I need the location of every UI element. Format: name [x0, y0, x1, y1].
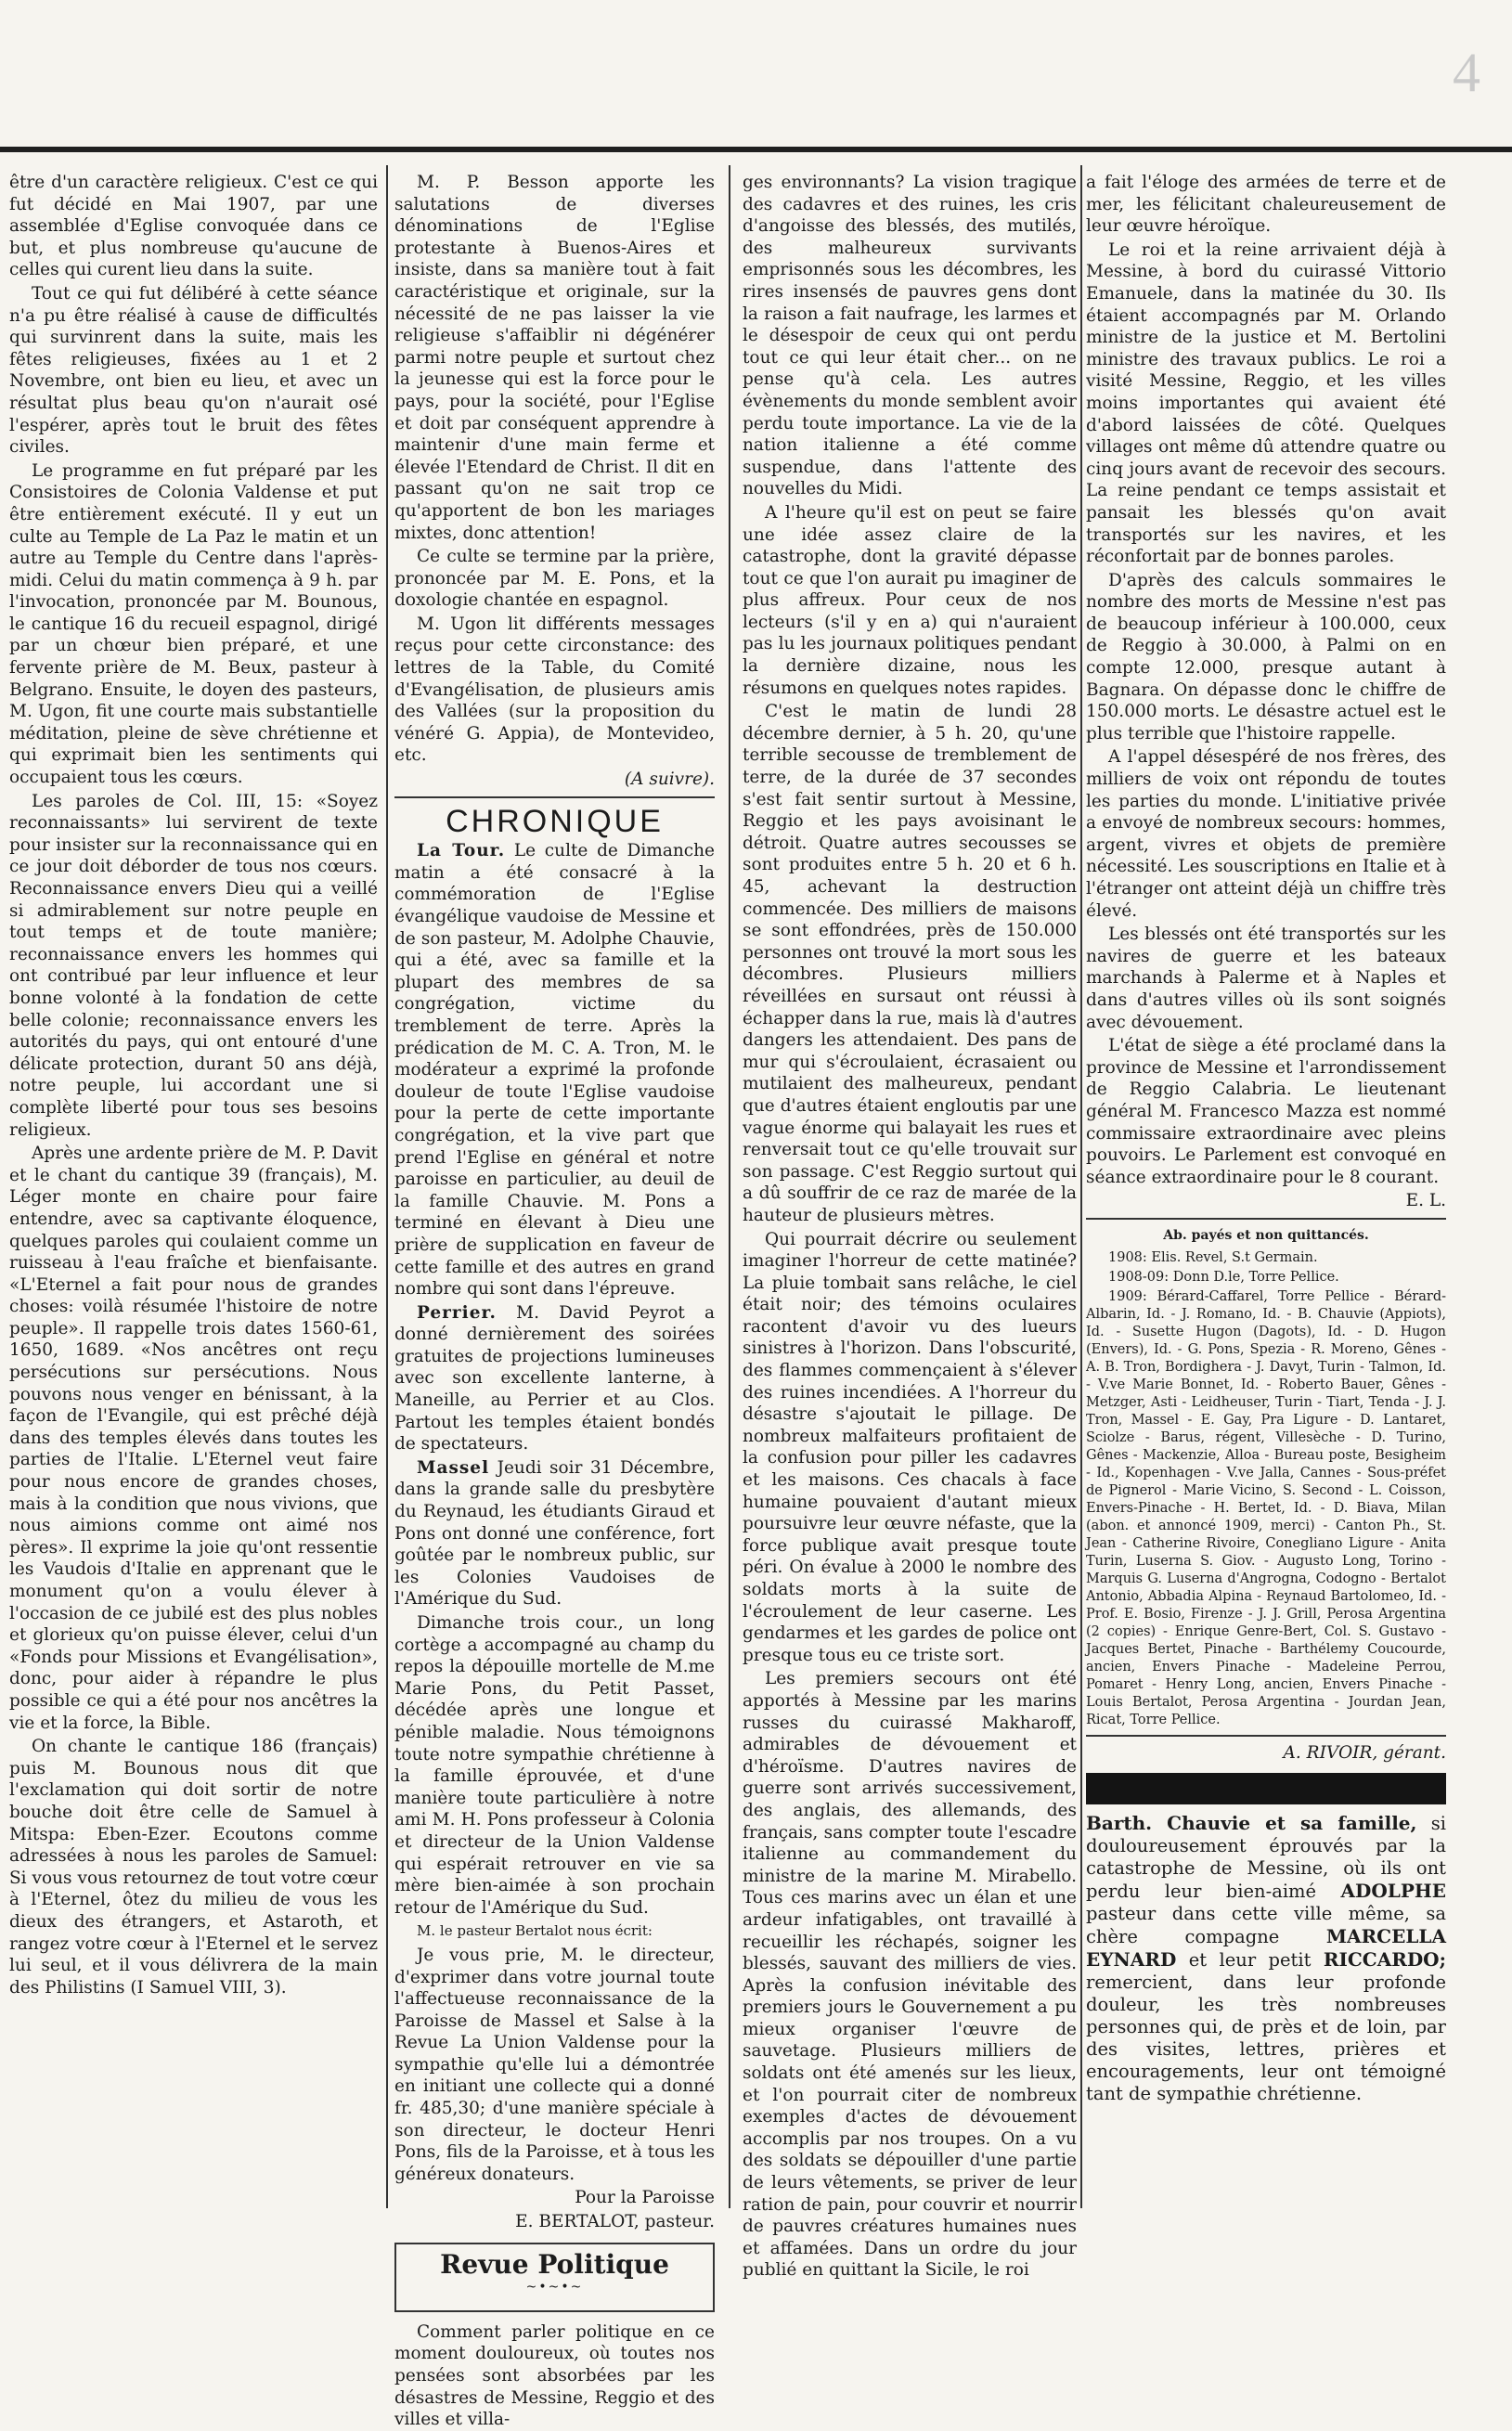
paragraph: L'état de siège a été proclamé dans la province de Messine et l'arrondissement de Reggio Calabria. Le lieutenant général M. Francesco Mazza est nommé commissaire extraordinaire avec pleins pouvoirs. Le Parlement est convoqué en séance extraordinaire pour le 8 courant.	[1086, 1036, 1446, 1187]
column-divider	[729, 165, 730, 2208]
paragraph: D'après des calculs sommaires le nombre des morts de Messine n'est pas de beaucoup inférieur à 100.000, ceux de Reggio à 30.000, à Palmi on en compte 12.000, presque autant à Bagnara. On dépasse donc le chiffre de 150.000 morts. Le désastre actuel est le plus terrible que l'histoire rappelle.	[1086, 570, 1446, 744]
paragraph: M. Ugon lit différents messages reçus pour cette circonstance: des lettres de la Table, du Comité d'Evangélisation, de plusieurs amis des Vallées (sur la proposition du vénéré G. Appia), de Montevideo, etc.	[394, 614, 715, 766]
signature: E. BERTALOT, pasteur.	[515, 2212, 715, 2232]
column-4	[1086, 172, 1446, 2186]
paragraph: Les premiers secours ont été apportés à Messine par les marins russes du cuirassé Makharoff, admirables de dévouement et d'héroïsme. D'autres navires de guerre sont arrivés successivement, des anglais, des allemands, des français, sans compter toute l'escadre italienne au commandement du ministre de la marine M. Mirabello. Tous ces marins avec un élan et une ardeur infatigables, ont travaillé à recueillir les réchapés, soigner les blessés, sauvant des milliers de vies. Après la confusion inévitable des premiers jours le Gouvernement a pu mieux organiser l'œuvre de sauvetage. Plusieurs milliers de soldats ont été amenés sur les lieux, et l'on pourrait citer de nombreux exemples d'actes de dévouement accomplis par nos troupes. On a vu des soldats se dépouiller d'une partie de leurs vêtements, se priver de leur ration de pain, pour couvrir et nourrir de pauvres créatures humaines nues et affamées. Dans un ordre du jour publié en quittant la Sicile, le roi	[743, 1669, 1077, 2281]
notice-adolphe: ADOLPHE	[1340, 1880, 1446, 1903]
column-3	[743, 172, 1077, 2281]
paragraph: On chante le cantique 186 (français) puis M. Bounous nous dit que l'exclamation qui doit sortir de notre bouche doit être celle de Samuel à Mitspa: Eben-Ezer. Ecoutons comme adressées à nous les paroles de Samuel: Si vous vous retournez de tout votre cœur à l'Eternel, ôtez du milieu de vous les dieux des étrangers, et Astaroth, et rangez votre cœur à l'Eternel et le servez lui seul, et il vous délivrera de la main des Philistins (I Samuel VIII, 3).	[9, 1737, 378, 1998]
column-1	[9, 172, 378, 2186]
paragraph: A l'appel désespéré de nos frères, des milliers de voix ont répondu de toutes les parties du monde. L'initiative privée a envoyé de nombreux secours: hommes, argent, vivres et objets de première nécessité. Les souscriptions en Italie et à l'étranger ont atteint déjà un chiffre très élevé.	[1086, 747, 1446, 921]
paragraph: Les blessés ont été transportés sur les navires de guerre et les bateaux marchands à Palerme et à Naples et dans d'autres villes où ils sont soignés avec dévouement.	[1086, 925, 1446, 1032]
paragraph: A l'heure qu'il est on peut se faire une idée assez claire de la catastrophe, dont la gravité dépasse tout ce que l'on aurait pu imaginer de plus affreux. Pour ceux de nos lecteurs (s'il y en a) qui n'auraient pas lu les journaux politiques pendant la dernière dizaine, nous les résumons en quelques notes rapides.	[743, 502, 1077, 698]
paragraph: Le roi et la reine arrivaient déjà à Messine, à bord du cuirassé Vittorio Emanuele, dans la matinée du 30. Ils étaient accompagnés par M. Orlando ministre de la justice et M. Bertolini ministre des travaux publics. Le roi a visité Messine, Reggio, et les villes moins importantes qui avaient été d'abord laissées de côté. Quelques villages ont même dû attendre quatre ou cinq jours avant de recevoir des secours. La reine pendant ce temps assistait et pansait les blessés qu'on avait transportés sur les navires, et les réconfortait par de bonnes paroles.	[1086, 239, 1446, 567]
signature: E. L.	[1405, 1191, 1446, 1211]
notice-name: Barth. Chauvie et sa famille,	[1086, 1812, 1417, 1835]
mourning-notice	[1086, 1812, 1446, 2105]
paragraph: Qui pourrait décrire ou seulement imaginer l'horreur de cette matinée? La pluie tombait sans relâche, le ciel était noir; des témoins oculaires racontent d'avoir vu des lueurs sinistres à l'horizon. Dans l'obscurité, des flammes commençaient à s'élever des ruines incendiées. A l'horreur du désastre s'ajoutait le pillage. De nombreux malfaiteurs profitaient de la confusion pour piller les cadavres et les maisons. Ces chacals à face humaine pouvaient d'autant mieux poursuivre leur œuvre néfaste, que la force publique avait presque toute péri. On évalue à 2000 le nombre des soldats morts à la suite de l'écroulement de leur caserne. Les gendarmes et les gardes de police ont presque tous eu ce triste sort.	[743, 1229, 1077, 1665]
chronique-heading: CHRONIQUE	[446, 803, 664, 839]
paragraph: M. P. Besson apporte les salutations de diverses dénominations de l'Eglise protestante à Buenos-Aires et insiste, dans sa manière tout à fait caractéristique et originale, sur la nécessité de ne pas laisser la vie religieuse s'affaiblir ni dégénérer parmi notre peuple et surtout chez la jeunesse qui est la force pour le pays, pour la société, pour l'Eglise et doit par conséquent apprendre à maintenir d'une main ferme et élevée l'Etendard de Christ. Il dit en passant qu'on ne sait trop ce qu'apportent de bon les mariages mixtes, donc attention!	[394, 173, 715, 543]
notice-text: remercient, dans leur profonde douleur, les très nombreuses personnes qui, de près et de loin, par des visites, lettres, prières et encouragements, leur ont témoigné tant de sympathie chrétienne.	[1086, 1972, 1446, 2105]
chronique-perrier	[394, 1302, 715, 1455]
subscription-line: 1909: Bérard-Caffarel, Torre Pellice - Bérard-Albarin, Id. - J. Romano, Id. - B. Chauvie (Appiots), Id. - Susette Hugon (Dagots), Id. - D. Hugon (Envers), Id. - G. Pons, Spezia - R. Moreno, Gênes - A. B. Tron, Bordighera - J. Davyt, Turin - Talmon, Id. - V.ve Marie Bonnet, Id. - Roberto Bauer, Gênes - Metzger, Asti - Leidheuser, Turin - Tiart, Tenda - J. J. Tron, Massel - E. Gay, Pra Ligure - D. Lantaret, Sciolze - Barus, régent, Villesèche - D. Turino, Gênes - Mackenzie, Alloa - Bureau poste, Besigheim - Id., Kopenhagen - V.ve Jalla, Cannes - Sous-préfet de Pignerol - Marie Vicino, S. Second - L. Coisson, Envers-Pinache - H. Bertet, Id. - D. Biava, Milan (abon. et annoncé 1909, merci) - Canton Ph., St. Jean - Catherine Rivoire, Conegliano Ligure - Anita Turin, Luserna S. Giov. - Augusto Long, Torino - Marquis G. Luserna d'Angrogna, Codogno - Bertalot Antonio, Abbadia Alpina - Reynaud Bartolomeo, Id. - Prof. E. Bosio, Firenze - J. J. Grill, Perosa Argentina (2 copies) - Enrique Genre-Bert, Col. S. Gustavo - Jacques Bertet, Pinache - Barthélemy Coucourde, ancien, Envers Pinache - Madeleine Perrou, Pomaret - Henry Long, ancien, Envers Pinache - Louis Bertalot, Perosa Argentina - Jourdan Jean, Ricat, Torre Pellice.	[1086, 1288, 1446, 1727]
paragraph: Le programme en fut préparé par les Consistoires de Colonia Valdense et put être entièrement exécuté. Il y eut un culte au Temple de La Paz le matin et un autre au Temple du Centre dans l'après-midi. Celui du matin commença à 9 h. par l'invocation, prononcée par M. Bounous, le cantique 16 du recueil espagnol, dirigé par un chœur bien préparé, et une fervente prière de M. Beux, pasteur à Belgrano. Ensuite, le doyen des pasteurs, M. Ugon, fit une courte mais substantielle méditation, pleine de sève chrétienne et qui exprimait bien les sentiments qui occupaient tous les cœurs.	[9, 460, 378, 788]
section-rule	[1086, 1218, 1446, 1220]
chronique-massel	[394, 1457, 715, 1610]
page-number: 4	[1453, 42, 1480, 103]
mourning-banner	[1086, 1773, 1446, 1804]
subscriptions-list	[1086, 1249, 1446, 1729]
signature-line: Pour la Paroisse	[575, 2188, 715, 2208]
paragraph: Le culte de Dimanche matin a été consacré à la commémoration de l'Eglise évangélique vaudoise de Messine et de son pasteur, M. Adolphe Chauvie, qui a été, avec sa famille et la plupart des membres de sa congrégation, victime du tremblement de terre. Après la prédication de M. C. A. Tron, M. le modérateur a exprimé la profonde douleur de toute l'Eglise vaudoise pour la perte de cette importante congrégation, et la vive part que prend l'Eglise en général et notre paroisse en particulier, au deuil de la famille Chauvie. M. Pons a terminé en élevant à Dieu une prière de supplication en faveur de cette famille et des autres en grand nombre qui sont dans l'épreuve.	[394, 841, 716, 1300]
notice-marcella: MARCELLA EYNARD	[1086, 1925, 1446, 1972]
paragraph: Tout ce qui fut délibéré à cette séance n'a pu être réalisé à cause de difficultés qui survinrent dans la suite, mais les fêtes religieuses, fixées au 1 et 2 Novembre, ont bien eu lieu, et avec un résultat plus beau qu'on n'aurait osé l'espérer, après tout le bruit des fêtes civiles.	[9, 283, 378, 458]
paragraph: Dimanche trois cour., un long cortège a accompagné au champ du repos la dépouille mortelle de M.me Marie Pons, du Petit Passet, décédée après une longue et pénible maladie. Nous témoignons toute notre sympathie chrétienne à la famille éprouvée, et d'une manière toute particulière à notre ami M. H. Pons professeur à Colonia et directeur de la Union Valdense qui espérait retrouver en vie sa mère bien-aimée à son prochain retour de l'Amérique du Sud.	[394, 1613, 715, 1918]
paragraph: Jeudi soir 31 Décembre, dans la grande salle du presbytère du Reynaud, les étudiants Giraud et Pons ont donné une conférence, fort goûtée par le nombreux public, sur les Colonies Vaudoises de l'Amérique du Sud.	[394, 1457, 715, 1610]
paragraph: Je vous prie, M. le directeur, d'exprimer dans votre journal toute l'affectueuse reconnaissance de la Paroisse de Massel et Salse à la Revue La Union Valdense pour la sympathie qu'elle lui a démontrée en initiant une collecte qui a donné fr. 485,30; d'une manière spéciale à son directeur, le docteur Henri Pons, fils de la Paroisse, et à tous les généreux donateurs.	[394, 1945, 715, 2184]
notice-riccardo: RICCARDO;	[1323, 1948, 1446, 1972]
paragraph: être d'un caractère religieux. C'est ce qui fut décidé en Mai 1907, par une assemblée d'Eglise convoquée dans ce but, et plus nombreuse qu'aucune de celles qui curent lieu dans la suite.	[9, 173, 378, 280]
subscriptions-heading: Ab. payés et non quittancés.	[1163, 1227, 1369, 1243]
subscription-line: 1908-09: Donn D.le, Torre Pellice.	[1108, 1269, 1339, 1285]
paragraph: Les paroles de Col. III, 15: «Soyez reconnaissants» lui servirent de texte pour insister sur la reconnaissance qui en ce jour doit déborder de tous nos cœurs. Reconnaissance envers Dieu qui a veillé si admirablement sur notre peuple en tout temps et de toute manière; reconnaissance envers les hommes qui ont contribué par leur influence et leur bonne volonté à la fondation de cette belle colonie; reconnaissance envers les autorités du pays, qui ont entouré d'une délicate protection, durant 50 ans déjà, notre peuple, lui accordant une si complète liberté pour tous ses besoins religieux.	[9, 791, 378, 1140]
revue-politique-box	[394, 2243, 715, 2312]
paragraph: Après une ardente prière de M. P. Davit et le chant du cantique 39 (français), M. Léger monte en chaire pour faire entendre, avec sa captivante éloquence, quelques paroles qui coulaient comme un ruisseau à l'eau fraîche et bienfaisante. «L'Eternel a fait pour nous de grandes choses: voilà résumée l'histoire de notre peuple». Il rappelle trois dates 1560-61, 1650, 1689. «Nos ancêtres ont reçu persécutions sur persécutions. Nous pouvons nous venger en bénissant, à la façon de l'Evangile, qui est prêché déjà dans des temples élevés dans toutes les parties de l'Italie. L'Eternel veut faire pour nous encore de grandes choses, mais à la condition que nous vivions, que nous aimions comme ont aimé nos pères». Il exprime la joie qu'ont ressentie les Vaudois d'Italie en apprenant que le monument qu'on a voulu élever à l'occasion de ce jubilé est des plus nobles et glorieux qu'on puisse élever, celui d'un «Fonds pour Missions et Evangélisation», donc, pour aider à répandre le plus possible ce qui a été pour nos ancêtres la vie et la force, la Bible.	[9, 1144, 378, 1733]
letter-intro: M. le pasteur Bertalot nous écrit:	[417, 1922, 653, 1940]
column-divider	[386, 165, 388, 2208]
paragraph: Ce culte se termine par la prière, prononcée par M. E. Pons, et la doxologie chantée en espagnol.	[394, 547, 715, 611]
notice-text: et leur petit	[1188, 1949, 1312, 1972]
place-label: Massel	[417, 1457, 490, 1478]
column-2	[394, 172, 716, 2430]
paragraph: C'est le matin de lundi 28 décembre dernier, à 5 h. 20, qu'une terrible secousse de tremblement de terre, de la durée de 37 secondes s'est fait sentir surtout à Messine, Reggio et les pays avoisinant le détroit. Quatre autres secousses se sont produites entre 5 h. 20 et 6 h. 45, achevant la destruction commencée. Des milliers de maisons se sont effondrées, près de 150.000 personnes ont trouvé la mort sous les décombres. Plusieurs milliers réveillées en sursaut ont réussi à échapper dans la rue, mais là d'autres dangers les attendaient. Des pans de mur qui s'écroulaient, écrasaient ou mutilaient des malheureux, pendant que d'autres étaient engloutis par une vague énorme qui balayait les rues et renversait tout ce qu'elle trouvait sur son passage. C'est Reggio surtout qui a dû souffrir de ce raz de marée de la hauteur de plusieurs mètres.	[743, 702, 1077, 1225]
section-rule	[394, 796, 715, 798]
to-be-continued: (A suivre).	[624, 769, 715, 790]
column-divider	[1080, 165, 1082, 2208]
header-rule	[0, 147, 1512, 152]
ornament: ~•~•~	[525, 2280, 584, 2295]
place-label: La Tour.	[417, 841, 506, 861]
paragraph: M. David Peyrot a donné dernièrement des soirées gratuites de projections lumineuses avec son excellente lanterne, à Maneille, au Perrier et au Clos. Partout les temples étaient bondés de spectateurs.	[394, 1302, 715, 1455]
notice-text: si douloureusement éprouvés par la catastrophe de Messine, où ils ont perdu leur bien-aimé	[1086, 1813, 1446, 1903]
paragraph: Comment parler politique en ce moment douloureux, où toutes nos pensées sont absorbées par les désastres de Messine, Reggio et des villes et villa-	[394, 2321, 715, 2430]
gerant: A. RIVOIR, gérant.	[1283, 1742, 1446, 1763]
section-rule	[1086, 1735, 1446, 1737]
paragraph: ges environnants? La vision tragique des cadavres et des ruines, les cris d'angoisse des blessés, des mutilés, des malheureux survivants emprisonnés sous les décombres, les rires insensés de pauvres gens dont la raison a fait naufrage, les larmes et le désespoir de ceux qui ont perdu tout ce qui leur était cher... on ne pense qu'à cela. Les autres évènements du monde semblent avoir perdu toute importance. La vie de la nation italienne a été comme suspendue, dans l'attente des nouvelles du Midi.	[743, 173, 1077, 499]
place-label: Perrier.	[417, 1302, 497, 1323]
revue-heading: Revue Politique	[440, 2248, 669, 2280]
chronique-latour	[394, 840, 715, 1300]
paragraph: a fait l'éloge des armées de terre et de mer, les félicitant chaleureusement de leur œuvre héroïque.	[1086, 173, 1446, 237]
subscription-line: 1908: Elis. Revel, S.t Germain.	[1108, 1249, 1318, 1265]
notice-text: pasteur dans cette ville même, sa chère compagne	[1086, 1903, 1446, 1948]
